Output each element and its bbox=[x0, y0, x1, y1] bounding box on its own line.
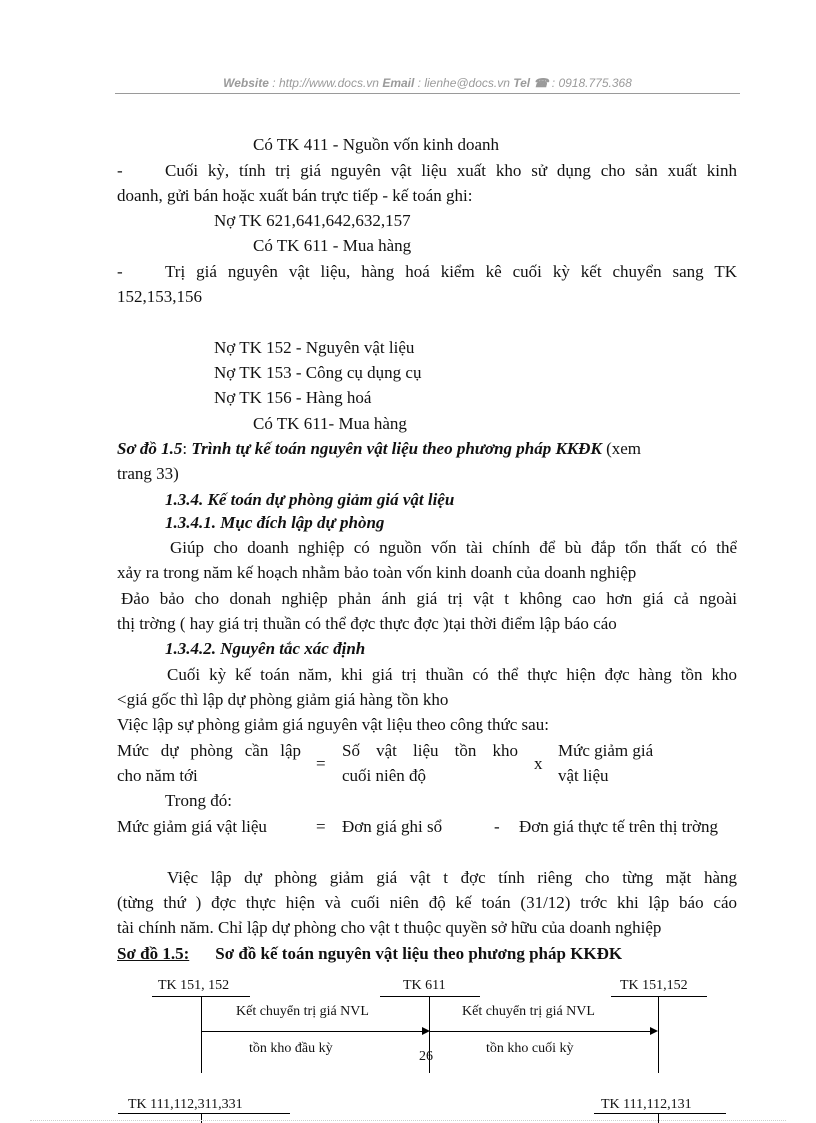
formula-left-1: Mức dự phòng cần lập bbox=[117, 741, 301, 760]
page-bottom-border bbox=[30, 1120, 786, 1121]
diagram-caption-number: Sơ đồ 1.5: bbox=[117, 944, 190, 963]
formula-mid-1: Số vật liệu tồn kho bbox=[342, 741, 518, 760]
formula-right-2: vật liệu bbox=[558, 766, 609, 785]
line-co-tk-611b: Có TK 611- Mua hàng bbox=[253, 414, 407, 433]
para-trong-do: Trong đó: bbox=[165, 791, 232, 810]
formula-mid-2: cuối niên độ bbox=[342, 766, 427, 785]
formula2-right: Đơn giá thực tế trên thị trờng bbox=[519, 817, 719, 836]
line-tri-gia: Trị giá nguyên vật liệu, hàng hoá kiểm kê cuối kỳ kết chuyển sang TK bbox=[165, 262, 737, 281]
so-do-number: Sơ đồ 1.5 bbox=[117, 439, 183, 458]
t-account-bar-bottom-left bbox=[118, 1113, 290, 1114]
dash-1: - bbox=[117, 161, 123, 180]
email-label: Email bbox=[382, 76, 415, 90]
website-label: Website bbox=[223, 76, 269, 90]
page-header bbox=[115, 76, 740, 90]
so-do-title: Trình tự kế toán nguyên vật liệu theo phương pháp KKĐK bbox=[191, 439, 602, 458]
so-do-reference: Sơ đồ 1.5: Trình tự kế toán nguyên vật liệu theo phương pháp KKĐK (xem bbox=[117, 439, 641, 458]
para-gia-goc: <giá gốc thì lập dự phòng giảm giá hàng tồn kho bbox=[117, 690, 449, 709]
formula2-minus: - bbox=[494, 817, 500, 836]
formula-right-1: Mức giảm giá bbox=[558, 741, 654, 760]
flow-arrow-right-line bbox=[429, 1031, 651, 1032]
para-xay-ra: xảy ra trong năm kế hoạch nhằm bảo toàn vốn kinh doanh của doanh nghiệp bbox=[117, 563, 637, 582]
formula2-left: Mức giảm giá vật liệu bbox=[117, 817, 267, 836]
line-doanh-gui-ban: doanh, gửi bán hoặc xuất bán trực tiếp - kế toán ghi: bbox=[117, 186, 473, 205]
t-account-stem-bottom-left bbox=[201, 1113, 202, 1123]
para-thi-trong: thị trờng ( hay giá trị thuần có thể đợc thực đợc )tại thời điểm lập báo cáo bbox=[117, 614, 617, 633]
formula-left-2: cho năm tới bbox=[117, 766, 198, 785]
t-account-bar-bottom-right bbox=[594, 1113, 726, 1114]
t-account-stem-left bbox=[201, 996, 202, 1073]
line-no-tk-153: Nợ TK 153 - Công cụ dụng cụ bbox=[214, 363, 422, 382]
line-no-tk-621: Nợ TK 621,641,642,632,157 bbox=[214, 211, 411, 230]
t-account-stem-bottom-right bbox=[658, 1113, 659, 1123]
line-cuoi-ky: Cuối kỳ, tính trị giá nguyên vật liệu xuất kho sử dụng cho sản xuất kinh bbox=[165, 161, 737, 180]
para-viec-lap-du-phong: Việc lập dự phòng giảm giá vật t đợc tính riêng cho từng mặt hàng bbox=[167, 868, 737, 887]
arrow-right-icon bbox=[650, 1027, 658, 1035]
formula-equals: = bbox=[316, 754, 326, 773]
website-value: : http://www.docs.vn bbox=[268, 76, 383, 90]
line-152-153-156: 152,153,156 bbox=[117, 287, 202, 306]
formula-times: x bbox=[534, 754, 543, 773]
dash-2: - bbox=[117, 262, 123, 281]
flow-arrow-left-line bbox=[201, 1031, 423, 1032]
flow-label-left-2: tồn kho đầu kỳ bbox=[249, 1041, 333, 1056]
para-tai-chinh-nam: tài chính năm. Chỉ lập dự phòng cho vật t thuộc quyền sở hữu của doanh nghiệp bbox=[117, 918, 662, 937]
formula2-equals: = bbox=[316, 817, 326, 836]
account-tk-151-152-right: TK 151,152 bbox=[620, 978, 688, 993]
page-number: 26 bbox=[419, 1049, 433, 1064]
t-account-bar-center bbox=[380, 996, 480, 997]
para-dao-bao: Đảo bảo cho donah nghiệp phản ánh giá trị vật t không cao hơn giá cả ngoài bbox=[121, 589, 737, 608]
header-rule bbox=[115, 93, 740, 94]
para-giup-cho: Giúp cho doanh nghiệp có nguồn vốn tài chính để bù đắp tổn thất có thể bbox=[170, 538, 737, 557]
email-value: : lienhe@docs.vn bbox=[414, 76, 514, 90]
tel-value: : 0918.775.368 bbox=[548, 76, 632, 90]
line-no-tk-152: Nợ TK 152 - Nguyên vật liệu bbox=[214, 338, 415, 357]
line-co-tk-611: Có TK 611 - Mua hàng bbox=[253, 236, 412, 255]
diagram-caption: Sơ đồ 1.5: Sơ đồ kế toán nguyên vật liệu theo phương pháp KKĐK bbox=[117, 944, 623, 963]
section-heading-1-3-4-2: 1.3.4.2. Nguyên tắc xác định bbox=[165, 639, 366, 658]
formula2-mid: Đơn giá ghi sổ bbox=[342, 817, 443, 836]
section-heading-1-3-4: 1.3.4. Kế toán dự phòng giảm giá vật liệu bbox=[165, 490, 455, 509]
diagram-caption-title: Sơ đồ kế toán nguyên vật liệu theo phương pháp bbox=[215, 944, 566, 963]
account-tk-111-left: TK 111,112,311,331 bbox=[128, 1097, 243, 1112]
account-tk-611: TK 611 bbox=[403, 978, 446, 993]
flow-label-left-1: Kết chuyển trị giá NVL bbox=[236, 1004, 369, 1019]
account-tk-111-right: TK 111,112,131 bbox=[601, 1097, 692, 1112]
flow-label-right-2: tồn kho cuối kỳ bbox=[486, 1041, 574, 1056]
flow-label-right-1: Kết chuyển trị giá NVL bbox=[462, 1004, 595, 1019]
para-cuoi-ky-ke-toan: Cuối kỳ kế toán năm, khi giá trị thuần có thể thực hiện đợc hàng tồn kho bbox=[167, 665, 737, 684]
line-trang-33: trang 33) bbox=[117, 464, 179, 483]
t-account-bar-right bbox=[611, 996, 707, 997]
t-account-stem-right bbox=[658, 996, 659, 1073]
line-no-tk-156: Nợ TK 156 - Hàng hoá bbox=[214, 388, 372, 407]
para-viec-lap: Việc lập sự phòng giảm giá nguyên vật liệu theo công thức sau: bbox=[117, 715, 549, 734]
para-tung-thu: (từng thứ ) đợc thực hiện và cuối niên độ kế toán (31/12) trớc khi lập báo cáo bbox=[117, 893, 737, 912]
account-tk-151-152-left: TK 151, 152 bbox=[158, 978, 230, 993]
line-co-tk-411: Có TK 411 - Nguồn vốn kinh doanh bbox=[253, 135, 500, 154]
section-heading-1-3-4-1: 1.3.4.1. Mục đích lập dự phòng bbox=[165, 513, 385, 532]
tel-label: Tel ☎ bbox=[513, 76, 549, 90]
